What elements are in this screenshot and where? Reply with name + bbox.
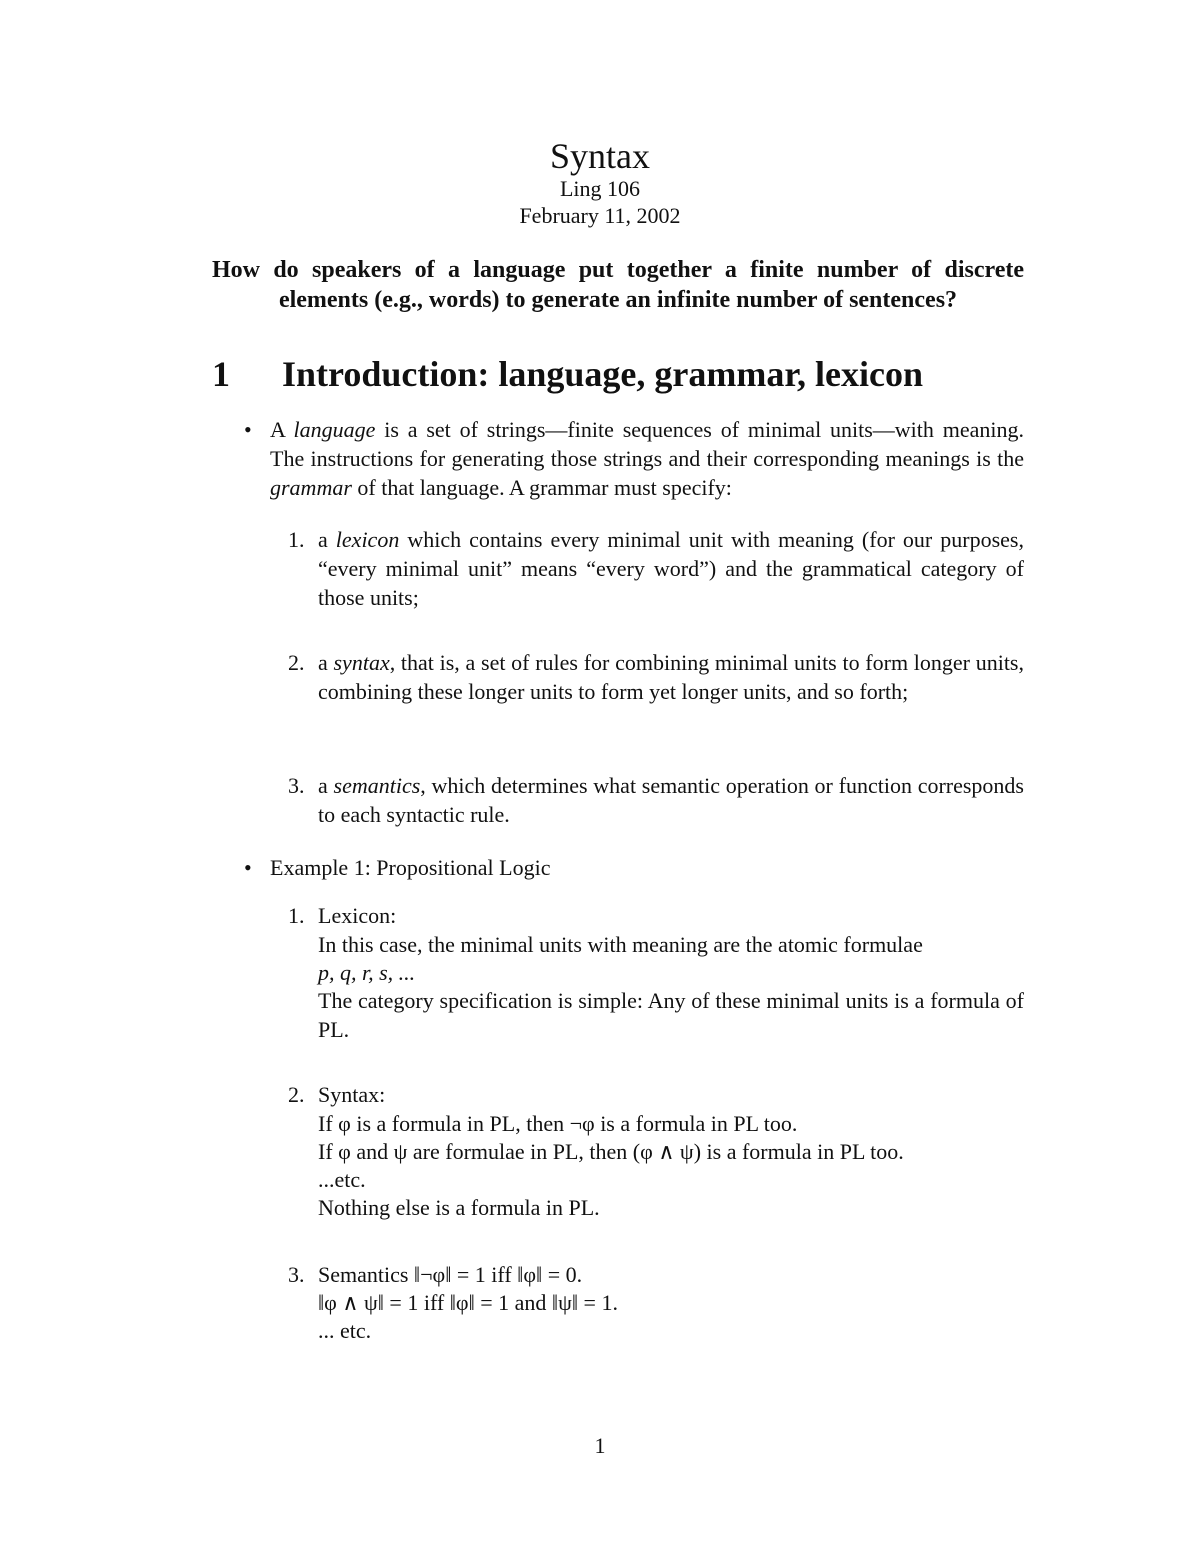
- semantics-conjunction: ‖φ ∧ ψ‖ = 1 iff ‖φ‖ = 1 and ‖ψ‖ = 1.: [318, 1290, 618, 1315]
- term-semantics: semantics: [333, 773, 421, 798]
- term-syntax: syntax: [333, 650, 390, 675]
- requirement-syntax: [318, 648, 1024, 706]
- syntax-rule-conjunction: If φ and ψ are formulae in PL, then (φ ∧ ψ) is a formula in PL too.: [318, 1139, 904, 1164]
- bullet-marker: •: [244, 417, 252, 442]
- text-span: , which determines what semantic operation or function corresponds to each syntactic rule.: [318, 773, 1024, 827]
- syntax-closure: Nothing else is a formula in PL.: [318, 1195, 600, 1220]
- text-span: which contains every minimal unit with meaning (for our purposes, “every minimal unit” means “every word”) and the grammatical category of those units;: [318, 527, 1024, 610]
- bullet-marker: •: [244, 855, 252, 880]
- section-number: 1: [212, 354, 230, 394]
- document-title: Syntax: [549, 136, 650, 176]
- text-span: of that language. A grammar must specify:: [351, 475, 732, 500]
- text-span: a: [318, 773, 334, 798]
- course-name: Ling 106: [559, 176, 641, 201]
- requirement-semantics: [318, 771, 1024, 829]
- syntax-label: Syntax:: [318, 1082, 386, 1107]
- language-definition: [270, 415, 1024, 502]
- section-title: Introduction: language, grammar, lexicon: [282, 354, 924, 394]
- list-number: 1.: [288, 903, 305, 928]
- category-specification: The category specification is simple: Any of these minimal units is a formula of PL.: [318, 988, 1024, 1042]
- list-number: 2.: [288, 650, 305, 675]
- example-heading: Example 1: Propositional Logic: [270, 855, 551, 880]
- page-number: 1: [594, 1433, 606, 1458]
- text-span: a: [318, 650, 334, 675]
- term-grammar: grammar: [270, 475, 352, 500]
- lexicon-description: In this case, the minimal units with meaning are the atomic formulae: [318, 932, 923, 957]
- guiding-question: How do speakers of a language put together a finite number of discrete elements (e.g., words) to generate an infinite number of sentences?: [212, 257, 1024, 313]
- list-number: 2.: [288, 1082, 305, 1107]
- text-span: A: [270, 417, 294, 442]
- list-number: 3.: [288, 1262, 305, 1287]
- lexicon-label: Lexicon:: [318, 903, 397, 928]
- requirement-lexicon: [318, 525, 1024, 612]
- semantics-etc: ... etc.: [318, 1318, 372, 1343]
- semantics-negation: Semantics ‖¬φ‖ = 1 iff ‖φ‖ = 0.: [318, 1262, 583, 1287]
- atomic-formulae: p, q, r, s, ...: [318, 960, 416, 985]
- term-language: language: [293, 417, 376, 442]
- list-number: 1.: [288, 527, 305, 552]
- text-span: , that is, a set of rules for combining minimal units to form longer units, combining these longer units to form yet longer units, and so forth;: [318, 650, 1024, 704]
- text-span: a: [318, 527, 336, 552]
- syntax-etc: ...etc.: [318, 1167, 366, 1192]
- list-number: 3.: [288, 773, 305, 798]
- term-lexicon: lexicon: [335, 527, 400, 552]
- document-date: February 11, 2002: [519, 203, 681, 228]
- syntax-rule-negation: If φ is a formula in PL, then ¬φ is a formula in PL too.: [318, 1111, 798, 1136]
- text-span: is a set of strings—finite sequences of minimal units—with meaning. The instructions for generating those strings and their corresponding meanings is the: [270, 417, 1024, 471]
